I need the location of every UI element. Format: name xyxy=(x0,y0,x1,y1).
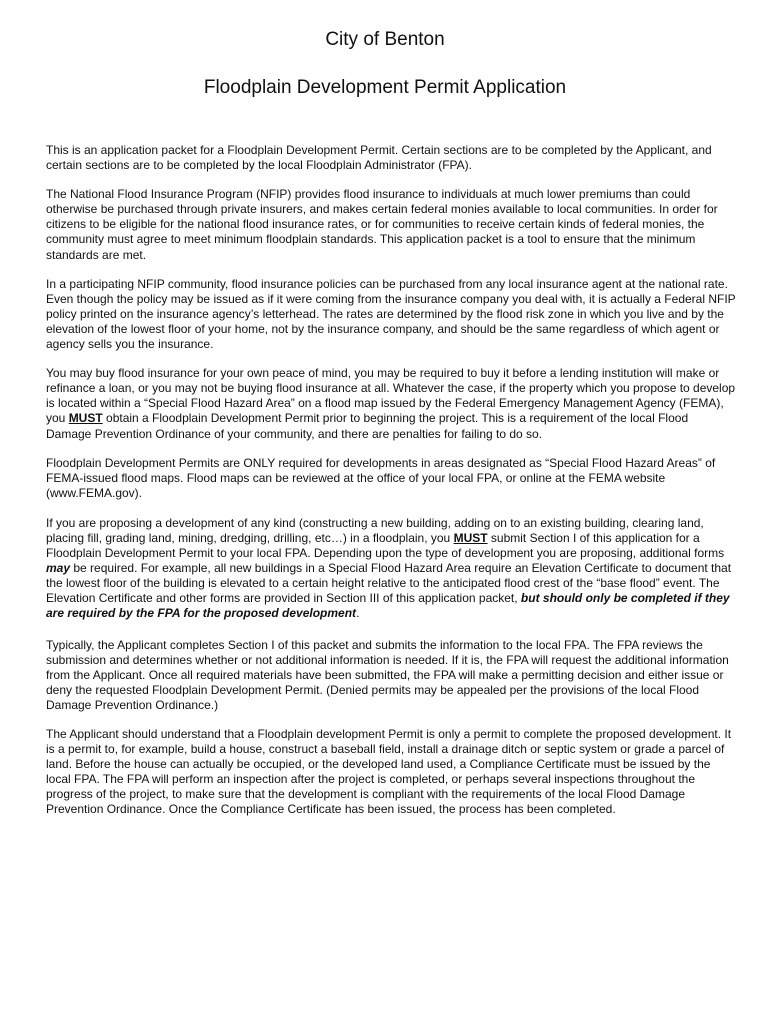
emphasis-fpa-required: but should only be completed if they are required by the FPA for the proposed development xyxy=(46,591,730,621)
text-segment: obtain a Floodplain Development Permit prior to beginning the project. This is a requirement of the local Flood Damage Prevention Ordinance of your community, and there are penalties for failing to do so. xyxy=(46,411,689,441)
text-segment: be required. For example, all new buildings in a Special Flood Hazard Area require an Elevation Certificate to document that the lowest floor of the building is elevated to a certain height relative to the anticipated flood crest of the “base flood” event. The Elevation Certificate and other forms are provided in Section III of this application packet, xyxy=(46,561,732,606)
paragraph-proposing-development xyxy=(46,516,736,622)
document-title-city: City of Benton xyxy=(325,29,445,50)
document-body xyxy=(46,143,736,832)
paragraph-application-process: Typically, the Applicant completes Section I of this packet and submits the information to the local FPA. The FPA reviews the submission and determines whether or not additional information is needed. If it is, the FPA will request the additional information from the Applicant. Once all required materials have been submitted, the FPA will make a permitting decision and either issue or deny the requested Floodplain Development Permit. (Denied permits may be appealed per the provisions of the local Flood Damage Prevention Ordinance.) xyxy=(46,637,729,712)
text-segment: You may buy flood insurance for your own peace of mind, you may be required to buy it before a lending institution will make or refinance a loan, or you may not be buying flood insurance at all. Whatever the case, if the property which you propose to develop is located within a “Special Flood Hazard Area” on a flood map issued by the Federal Emergency Management Agency (FEMA), you xyxy=(46,366,736,426)
paragraph-intro: This is an application packet for a Floodplain Development Permit. Certain sections are to be completed by the Applicant, and certain sections are to be completed by the local Floodplain Administrator (FPA). xyxy=(46,143,712,173)
text-segment: submit Section I of this application for a Floodplain Development Permit to your local FPA. Depending upon the type of development you are proposing, additional forms xyxy=(46,530,725,561)
paragraph-special-flood-hazard: Floodplain Development Permits are ONLY required for developments in areas designated as “Special Flood Hazard Areas” of FEMA-issued flood maps. Flood maps can be reviewed at the office of your local FPA, or online at the FEMA website (www.FEMA.gov). xyxy=(46,455,716,500)
emphasis-must: MUST xyxy=(68,411,103,426)
paragraph-compliance-certificate: The Applicant should understand that a Floodplain development Permit is only a permit to complete the proposed development. It is a permit to, for example, build a house, construct a baseball field, install a drainage ditch or septic system or grade a parcel of land. Before the house can actually be occupied, or the developed land used, a Compliance Certificate must be issued by the local FPA. The FPA will perform an inspection after the project is completed, or perhaps several inspections throughout the progress of the project, to make sure that the development is compliant with the requirements of the local Flood Damage Prevention Ordinance. Once the Compliance Certificate has been issued, the process has been completed. xyxy=(46,727,732,817)
paragraph-nfip: The National Flood Insurance Program (NFIP) provides flood insurance to individuals at much lower premiums than could otherwise be purchased through private insurers, and makes certain federal monies available to local communities. In order for citizens to be eligible for the national flood insurance rates, or for communities to receive certain kinds of federal monies, the community must agree to meet minimum floodplain standards. This application packet is a tool to ensure that the minimum standards are met. xyxy=(46,187,718,262)
paragraph-permit-requirement xyxy=(46,366,736,441)
text-segment: . xyxy=(356,606,360,621)
paragraph-insurance-policies: In a participating NFIP community, flood insurance policies can be purchased from any local insurance agent at the national rate. Even though the policy may be issued as if it were coming from the insurance company you deal with, it is actually a Federal NFIP policy printed on the insurance agency’s letterhead. The rates are determined by the flood risk zone in which you live and by the elevation of the lowest floor of your home, not by the insurance company, and should be the same regardless of which agent or agency sells you the insurance. xyxy=(46,276,736,352)
document-title-application: Floodplain Development Permit Application xyxy=(203,77,567,98)
text-segment: If you are proposing a development of any kind (constructing a new building, adding on to an existing building, clearing land, placing fill, grading land, mining, dredging, drilling, etc…) in a floodplain, you xyxy=(46,515,704,545)
emphasis-must: MUST xyxy=(453,530,488,545)
emphasis-may: may xyxy=(46,561,71,576)
